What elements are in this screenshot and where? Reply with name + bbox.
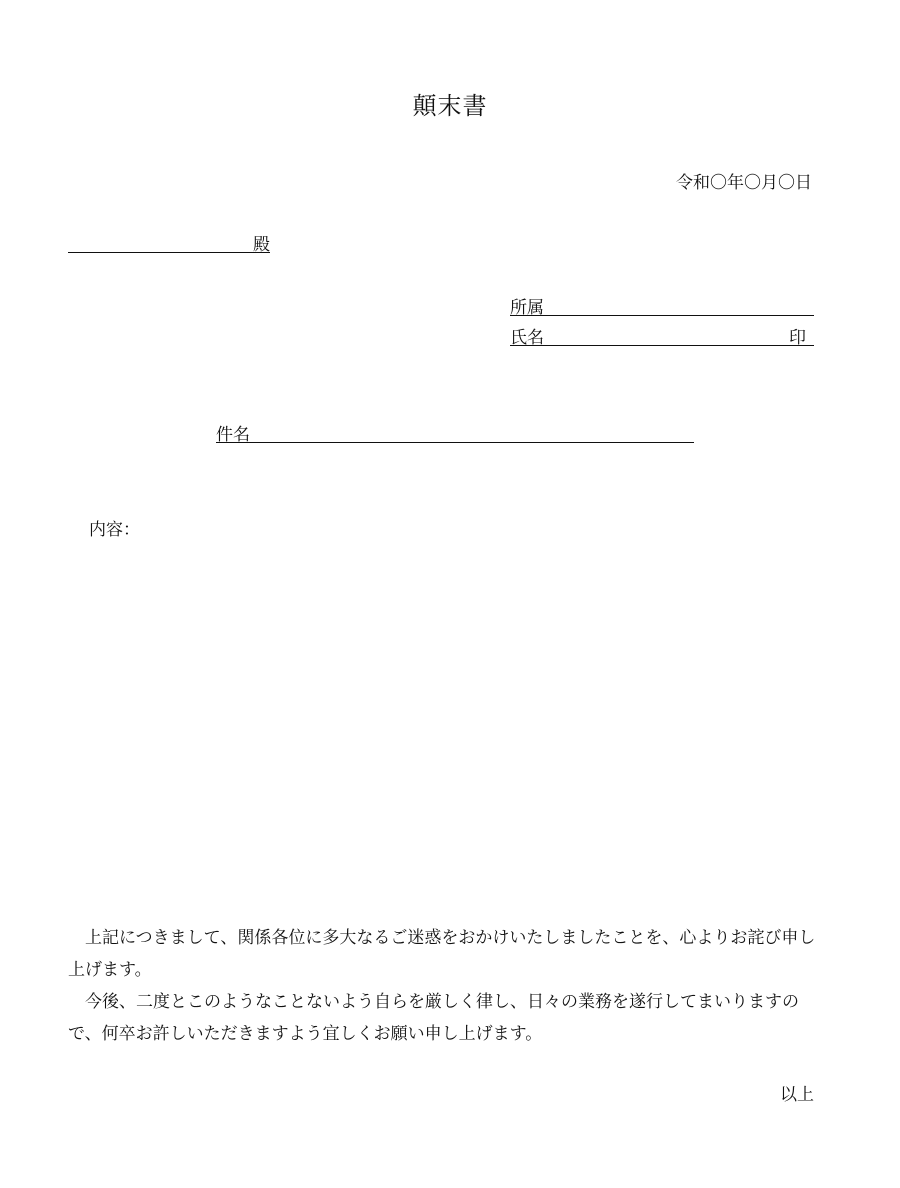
name-label: 氏名 <box>510 328 544 348</box>
affiliation-field <box>510 293 814 316</box>
recipient-suffix: 殿 <box>253 235 270 255</box>
affiliation-label: 所属 <box>510 298 544 318</box>
recipient-line <box>68 230 270 253</box>
document-date: 令和〇年〇月〇日 <box>676 173 812 193</box>
name-field <box>510 323 814 346</box>
body-paragraph: 今後、二度とこのようなことないよう自らを厳しく律し、日々の業務を遂行してまいりますので、何卒お許しいただきますよう宜しくお願い申し上げます。 <box>68 992 799 1044</box>
subject-field <box>216 420 694 443</box>
closing-text: 以上 <box>780 1085 814 1105</box>
content-label: 内容： <box>89 520 140 540</box>
document-title: 顛末書 <box>412 92 488 120</box>
seal-label: 印 <box>789 328 806 348</box>
subject-label: 件名 <box>216 425 250 445</box>
body-text <box>68 922 832 1050</box>
body-paragraph: 上記につきまして、関係各位に多大なるご迷惑をおかけいたしましたことを、心よりお詫び申し上げます。 <box>68 928 816 980</box>
